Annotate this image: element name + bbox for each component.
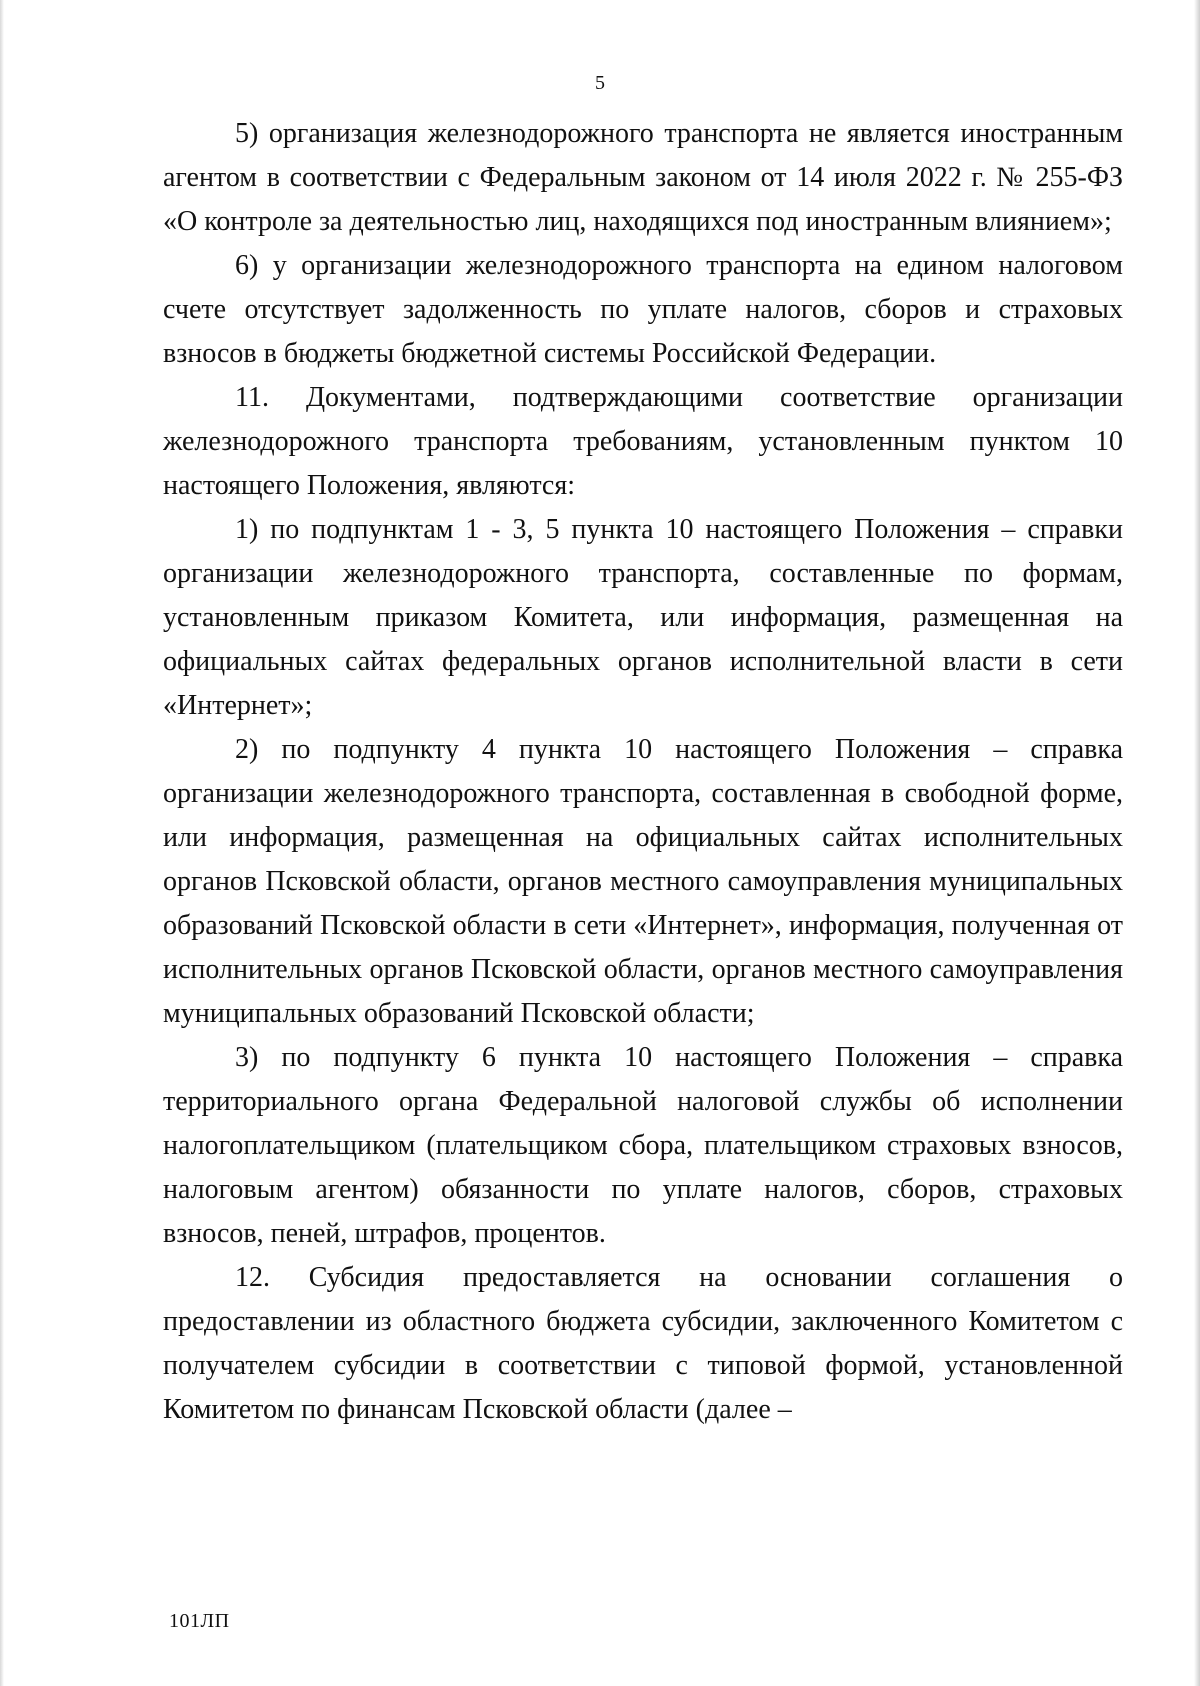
paragraph-subitem-5: 5) организация железнодорожного транспорта не является иностранным агентом в соответствии с Федеральным законом от 14 июля 2022 г. № 255-ФЗ «О контроле за деятельностью лиц, находящихся под иностранным влиянием»; (163, 118, 1123, 237)
footer-document-code: 101ЛП (169, 1610, 230, 1632)
scan-edge-left (0, 0, 4, 1686)
paragraph-subitem-6: 6) у организации железнодорожного транспорта на едином налоговом счете отсутствует задолженность по уплате налогов, сборов и страховых взносов в бюджеты бюджетной системы Российской Федерации. (163, 250, 1123, 369)
document-body (163, 112, 1123, 1432)
page-number: 5 (595, 72, 605, 94)
paragraph-item-12: 12. Субсидия предоставляется на основании соглашения о предоставлении из областного бюджета субсидии, заключенного Комитетом с получателем субсидии в соответствии с типовой формой, установленной Комитетом по финансам Псковской области (далее – (163, 1262, 1123, 1425)
paragraph-item-11-sub-2: 2) по подпункту 4 пункта 10 настоящего Положения – справка организации железнодорожного транспорта, составленная в свободной форме, или информация, размещенная на официальных сайтах исполнительных органов Псковской области, органов местного самоуправления муниципальных образований Псковской области в сети «Интернет», информация, полученная от исполнительных органов Псковской области, органов местного самоуправления муниципальных образований Псковской области; (163, 734, 1123, 1029)
paragraph-item-11-sub-1: 1) по подпунктам 1 - 3, 5 пункта 10 настоящего Положения – справки организации железнодорожного транспорта, составленные по формам, установленным приказом Комитета, или информация, размещенная на официальных сайтах федеральных органов исполнительной власти в сети «Интернет»; (163, 514, 1123, 721)
scan-edge-right (1194, 0, 1200, 1686)
paragraph-item-11-sub-3: 3) по подпункту 6 пункта 10 настоящего Положения – справка территориального органа Федеральной налоговой службы об исполнении налогоплательщиком (плательщиком сбора, плательщиком страховых взносов, налоговым агентом) обязанности по уплате налогов, сборов, страховых взносов, пеней, штрафов, процентов. (163, 1042, 1123, 1249)
paragraph-item-11: 11. Документами, подтверждающими соответствие организации железнодорожного транспорта требованиям, установленным пунктом 10 настоящего Положения, являются: (163, 382, 1123, 501)
